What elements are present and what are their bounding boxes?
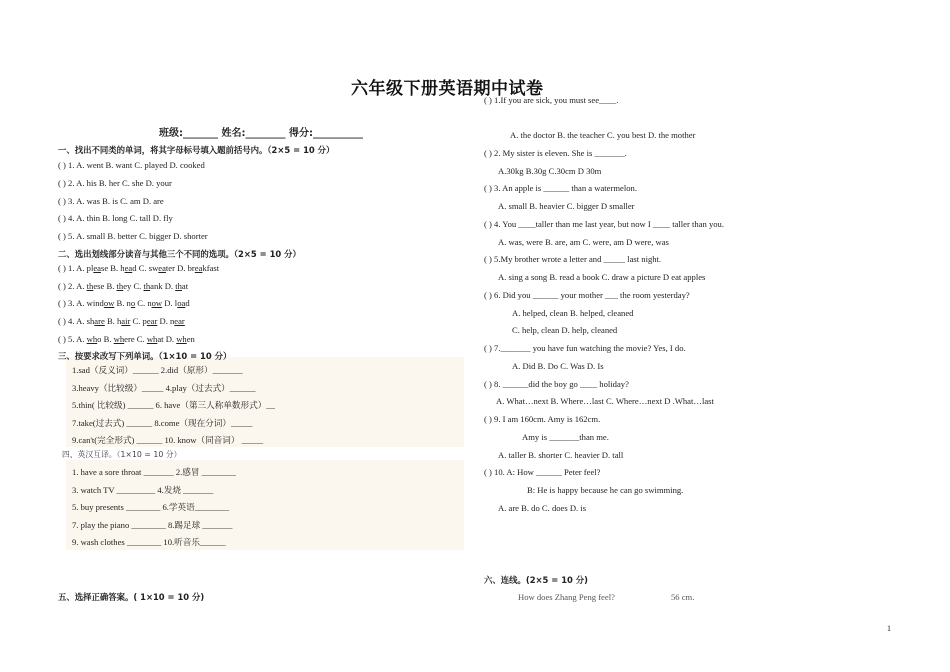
section3-item: 7.take(过去式) ______ 8.come（现在分词）_____ — [72, 418, 253, 428]
section2-item: ( ) 4. A. share B. hair C. pear D. near — [58, 316, 185, 326]
mc-question: ( ) 10. A: How ______ Peter feel? — [484, 467, 601, 477]
mc-question: ( ) 5.My brother wrote a letter and _____ last night. — [484, 254, 662, 264]
mc-options: A. What…next B. Where…last C. Where…next D .What…last — [496, 396, 714, 406]
section4-item: 1. have a sore throat _______ 2.感冒 ________ — [72, 467, 236, 477]
mc-question: ( ) 4. You ____taller than me last year, but now I ____ taller than you. — [484, 219, 724, 229]
section2-item: ( ) 3. A. window B. no C. now D. load — [58, 298, 190, 308]
section4-item: 3. watch TV _________ 4.发烧 _______ — [72, 485, 214, 495]
section1-item: ( ) 2. A. his B. her C. she D. your — [58, 178, 172, 188]
section1-item: ( ) 1. A. went B. want C. played D. cooked — [58, 160, 205, 170]
mc-options: A. are B. do C. does D. is — [498, 503, 587, 513]
mc-question-cont: Amy is _______than me. — [522, 432, 609, 442]
mc-options: A. taller B. shorter C. heavier D. tall — [498, 450, 624, 460]
mc-question: ( ) 8. ______did the boy go ____ holiday? — [484, 379, 629, 389]
mc-options: A. helped, clean B. helped, cleaned — [512, 308, 634, 318]
mc-options: A. Did B. Do C. Was D. Is — [512, 361, 604, 371]
section3-item: 9.can't(完全形式) ______ 10. know（同音词） _____ — [72, 435, 264, 445]
section3-item: 5.thin( 比较级) ______ 6. have（第三人称单数形式）__ — [72, 400, 275, 410]
page-number: 1 — [887, 624, 891, 633]
mc-options: A. was, were B. are, am C. were, am D were, was — [498, 237, 669, 247]
mc-question: ( ) 1.If you are sick, you must see____. — [484, 95, 619, 105]
mc-options: A. sing a song B. read a book C. draw a picture D eat apples — [498, 272, 706, 282]
mc-options: A. small B. heavier C. bigger D smaller — [498, 201, 635, 211]
matching-answer: 56 cm. — [671, 592, 695, 602]
section1-item: ( ) 4. A. thin B. long C. tall D. fly — [58, 213, 173, 223]
mc-options: A.30kg B.30g C.30cm D 30m — [498, 166, 602, 176]
section2-heading: 二、选出划线部分读音与其他三个不同的选项。（2×5 = 10 分） — [58, 249, 301, 259]
mc-question: ( ) 3. An apple is ______ than a watermelon. — [484, 183, 637, 193]
section2-item: ( ) 1. A. please B. head C. sweater D. breakfast — [58, 263, 220, 273]
mc-options: A. the doctor B. the teacher C. you best D. the mother — [510, 130, 696, 140]
section4-item: 7. play the piano ________ 8.踢足球 _______ — [72, 520, 233, 530]
section3-item: 3.heavy（比较级）_____ 4.play（过去式）______ — [72, 383, 256, 393]
section3-heading: 三、按要求改写下列单词。（1×10 = 10 分） — [58, 351, 232, 361]
mc-question: ( ) 2. My sister is eleven. She is _______. — [484, 148, 627, 158]
matching-question: How does Zhang Peng feel? — [518, 592, 615, 602]
section1-item: ( ) 3. A. was B. is C. am D. are — [58, 196, 164, 206]
section6-heading: 六、连线。(2×5 = 10 分) — [484, 575, 588, 585]
section4-heading: 四、英汉互译。（1×10 = 10 分） — [62, 450, 182, 459]
mc-options: C. help, clean D. help, cleaned — [512, 325, 618, 335]
mc-question: ( ) 6. Did you ______ your mother ___ the room yesterday? — [484, 290, 690, 300]
section5-heading: 五、选择正确答案。( 1×10 = 10 分) — [58, 592, 205, 602]
student-info-line: 班级:_______ 姓名:________ 得分:__________ — [159, 128, 363, 139]
section4-item: 9. wash clothes ________ 10.听音乐______ — [72, 537, 226, 547]
section2-item: ( ) 5. A. who B. where C. what D. when — [58, 334, 195, 344]
mc-question-cont: B: He is happy because he can go swimming. — [527, 485, 684, 495]
section1-heading: 一、找出不同类的单词，将其字母标号填入题前括号内。（2×5 = 10 分） — [58, 145, 335, 155]
section2-item: ( ) 2. A. these B. they C. thank D. that — [58, 281, 189, 291]
section4-item: 5. buy presents ________ 6.学英语________ — [72, 502, 230, 512]
page-title: 六年级下册英语期中试卷 — [351, 79, 544, 99]
mc-question: ( ) 7._______ you have fun watching the movie? Yes, I do. — [484, 343, 686, 353]
mc-question: ( ) 9. I am 160cm. Amy is 162cm. — [484, 414, 601, 424]
section1-item: ( ) 5. A. small B. better C. bigger D. shorter — [58, 231, 208, 241]
section3-item: 1.sad（反义词）______ 2.did（原形）_______ — [72, 365, 243, 375]
